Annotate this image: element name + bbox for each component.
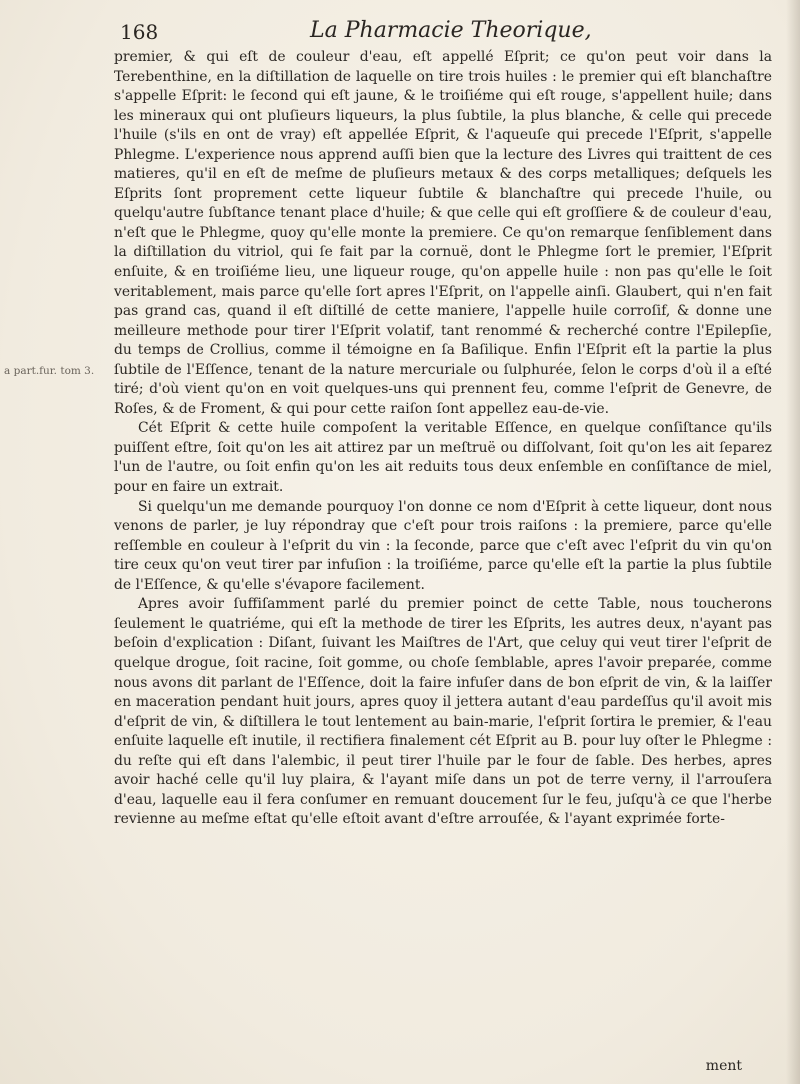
running-title: La Pharmacie Theorique, xyxy=(310,18,592,43)
paragraph-1: premier, & qui eſt de couleur d'eau, eſt appellé Eſprit; ce qu'on peut voir dans la Terebenthine, en la diſtillation de laquelle on tire trois huiles : le premier qui eſt blanchaſtre s'appelle Eſprit: le ſecond qui eſt jaune, & le troiſiéme qui eſt rouge, s'appellent huile; dans les mineraux qui ont pluſieurs liqueurs, la plus ſubtile, la plus blanche, & celle qui precede l'huile (s'ils en ont de vray) eſt appellée Eſprit, & l'aqueuſe qui precede l'Eſprit, s'appelle Phlegme. L'experience nous apprend auſſi bien que la lecture des Livres qui traittent de ces matieres, qu'il en eſt de meſme de pluſieurs metaux & des corps metalliques; deſquels les Eſprits ſont proprement cette liqueur ſubtile & blanchaſtre qui precede l'huile, ou quelqu'autre ſubſtance tenant place d'huile; & que celle qui eſt groſſiere & de couleur d'eau, n'eſt que le Phlegme, quoy qu'elle monte la premiere. Ce qu'on remarque ſenſiblement dans la diſtillation du vitriol, qui ſe fait par la cornuë, dont le Phlegme ſort le premier, l'Eſprit enſuite, & en troiſiéme lieu, une liqueur rouge, qu'on appelle huile : non pas qu'elle le ſoit veritablement, mais parce qu'elle ſort apres l'Eſprit, on l'appelle ainſi. Glaubert, qui n'en fait pas grand cas, quand il eſt diſtillé de cette maniere, l'appelle huile corroſif, & donne une meilleure methode pour tirer l'Eſprit volatif, tant renommé & recherché contre l'Epilepſie, du temps de Crollius, comme il témoigne en ſa Baſilique. Enfin l'Eſprit eſt la partie la plus ſubtile de l'Eſſence, tenant de la nature mercuriale ou ſulphurée, ſelon le corps d'où il a eſté tiré; d'où vient qu'on en voit quelques-uns qui prennent feu, comme l'eſprit de Genevre, de Roſes, & de Froment, & qui pour cette raiſon ſont appellez eau-de-vie. xyxy=(114,49,772,417)
page-number: 168 xyxy=(120,20,159,44)
catchword: ment xyxy=(705,1058,742,1074)
paragraph-3: Si quelqu'un me demande pourquoy l'on donne ce nom d'Eſprit à cette liqueur, dont nous venons de parler, je luy répondray que c'eſt pour trois raiſons : la premiere, parce qu'elle reſſemble en couleur à l'eſprit du vin : la ſeconde, parce que c'eſt avec l'eſprit du vin qu'on tire ceux qu'on veut tirer par infuſion : la troiſiéme, parce qu'elle eſt la partie la plus ſubtile de l'Eſſence, & qu'elle s'évapore facilement. xyxy=(114,498,772,593)
running-head xyxy=(110,14,710,50)
page-edge-shadow xyxy=(786,0,800,1084)
paragraph-4: Apres avoir ſuffiſamment parlé du premier poinct de cette Table, nous toucherons ſeulement le quatriéme, qui eſt la methode de tirer les Eſprits, les autres deux, n'ayant pas beſoin d'explication : Diſant, ſuivant les Maiſtres de l'Art, que celuy qui veut tirer l'eſprit de quelque drogue, ſoit racine, ſoit gomme, ou choſe ſemblable, apres l'avoir preparée, comme nous avons dit parlant de l'Eſſence, doit la faire infuſer dans de bon eſprit de vin, & la laiſſer en maceration pendant huit jours, apres quoy il jettera autant d'eau pardeſſus qu'il avoit mis d'eſprit de vin, & diſtillera le tout lentement au bain-marie, l'eſprit ſortira le premier, & l'eau enſuite laquelle eſt inutile, il rectifiera finalement cét Eſprit au B. pour luy oſter le Phlegme : du reſte qui eſt dans l'alembic, il peut tirer l'huile par le four de ſable. Des herbes, apres avoir haché celle qu'il luy plaira, & l'ayant miſe dans un pot de terre verny, il l'arrouſera d'eau, laquelle eau il fera conſumer en remuant doucement ſur le feu, juſqu'à ce que l'herbe revienne au meſme eſtat qu'elle eſtoit avant d'eſtre arrouſée, & l'ayant exprimée forte- xyxy=(114,596,772,828)
margin-note: a part.fur. tom 3. xyxy=(4,365,95,377)
body-text xyxy=(114,48,772,830)
paragraph-2: Cét Eſprit & cette huile compoſent la veritable Eſſence, en quelque conſiſtance qu'ils puiſſent eſtre, ſoit qu'on les ait attirez par un meſtruë ou diſſolvant, ſoit qu'on les ait ſeparez l'un de l'autre, ou ſoit enfin qu'on les ait reduits tous deux enſemble en conſiſtance de miel, pour en faire un extrait. xyxy=(114,420,772,496)
